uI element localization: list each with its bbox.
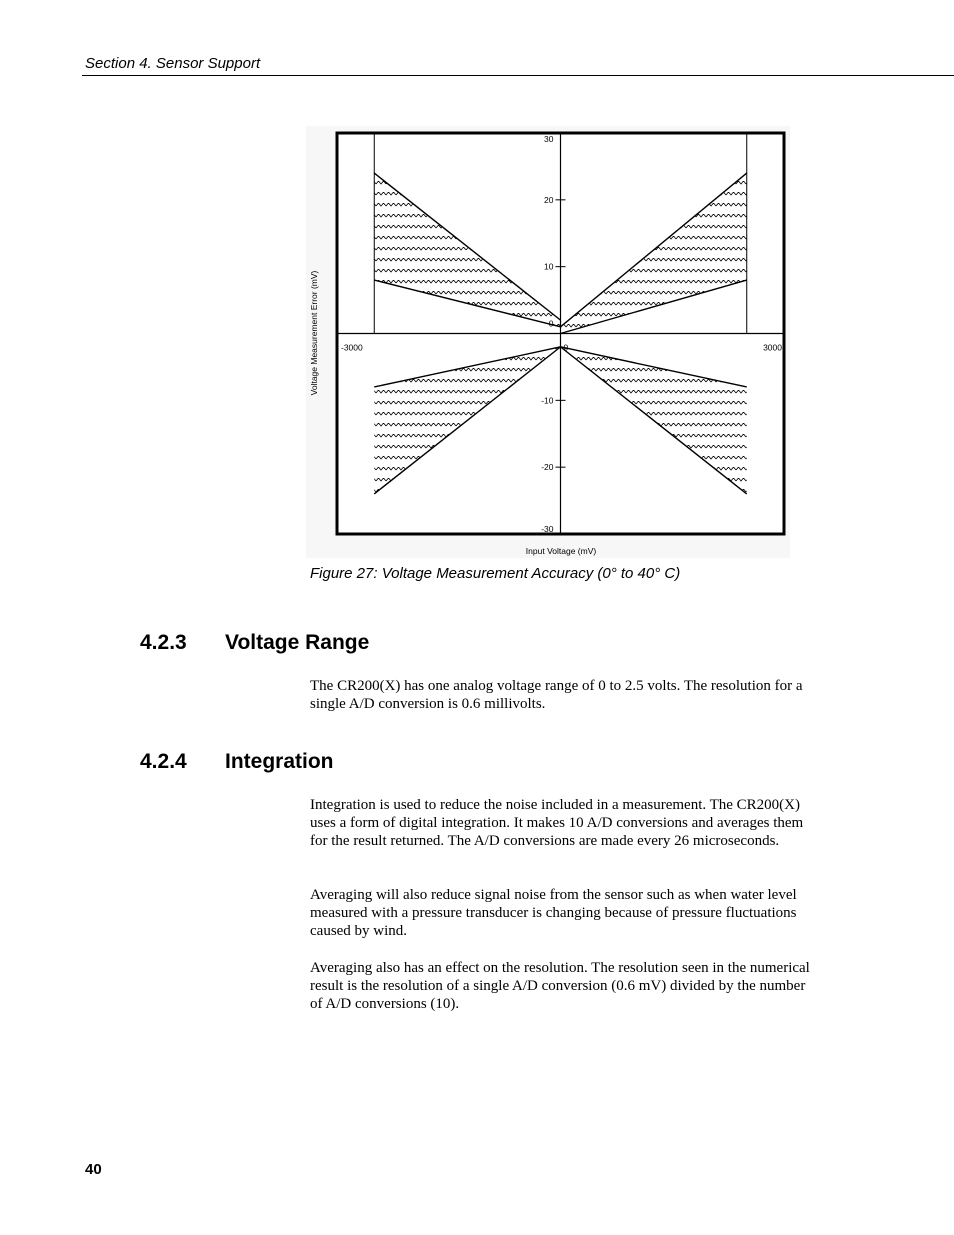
running-header: Section 4. Sensor Support xyxy=(85,55,261,72)
page-number: 40 xyxy=(85,1161,102,1178)
y-tick-label: 0 xyxy=(548,318,554,329)
x-tick-label: 3000 xyxy=(763,342,782,353)
x-tick-label: -3000 xyxy=(341,342,363,353)
y-axis-label: Voltage Measurement Error (mV) xyxy=(309,270,319,396)
section-heading-integration xyxy=(140,750,334,774)
section-number: 4.2.3 xyxy=(140,631,187,654)
paragraph: Averaging will also reduce signal noise from the sensor such as when water level measured with a pressure transducer is changing because of pressure fluctuations caused by wind. xyxy=(310,887,797,939)
accuracy-chart xyxy=(306,126,790,558)
y-tick-label: 30 xyxy=(544,134,554,144)
y-tick-label: -10 xyxy=(541,395,554,406)
paragraph: The CR200(X) has one analog voltage range of 0 to 2.5 volts. The resolution for a single A/D conversion is 0.6 millivolts. xyxy=(310,678,803,712)
x-tick-label: 0 xyxy=(563,342,569,353)
section-heading-voltage-range xyxy=(140,631,369,655)
y-tick-label: -20 xyxy=(541,462,554,473)
y-tick-label: 10 xyxy=(544,261,554,272)
header-rule xyxy=(82,75,954,76)
y-tick-label: -30 xyxy=(541,524,554,534)
section-number: 4.2.4 xyxy=(140,750,187,773)
y-tick-label: 20 xyxy=(544,194,554,205)
section-title: Voltage Range xyxy=(225,631,370,654)
paragraph: Integration is used to reduce the noise included in a measurement. The CR200(X) uses a form of digital integration. It makes 10 A/D conversions and averages them for the result returned. The A/D conversions are made every 26 microseconds. xyxy=(310,797,804,849)
figure-caption: Figure 27: Voltage Measurement Accuracy (0° to 40° C) xyxy=(310,565,681,582)
paragraph: Averaging also has an effect on the resolution. The resolution seen in the numerical result is the resolution of a single A/D conversion (0.6 mV) divided by the number of A/D conversions (10). xyxy=(310,960,810,1012)
section-title: Integration xyxy=(225,750,334,773)
x-axis-label: Input Voltage (mV) xyxy=(525,546,597,556)
